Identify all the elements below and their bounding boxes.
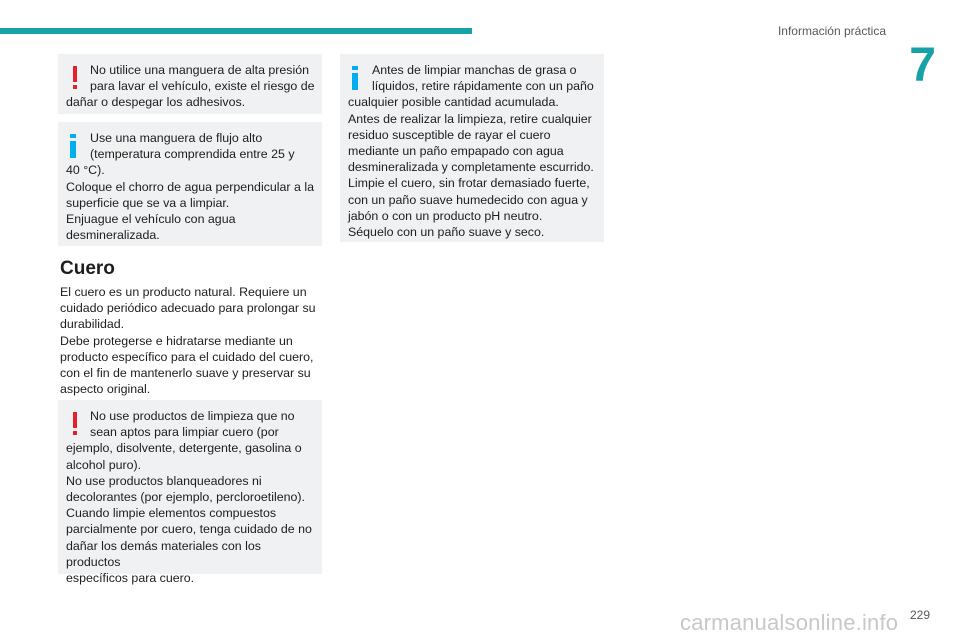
info-line: superficie que se va a limpiar. <box>66 195 230 210</box>
warning-line: decolorantes (por ejemplo, percloroetileno). <box>66 490 305 505</box>
info-line: Coloque el chorro de agua perpendicular a la <box>66 179 314 194</box>
warning-icon <box>70 64 80 92</box>
info-box-hose <box>58 122 322 246</box>
paragraph-line: durabilidad. <box>60 317 125 332</box>
warning-line: No utilice una manguera de alta presión <box>90 63 310 77</box>
info-line: mediante un paño empapado con agua <box>348 144 564 159</box>
info-line: residuo susceptible de rayar el cuero <box>348 127 551 142</box>
warning-line: No use productos blanqueadores ni <box>66 473 262 488</box>
info-line: con un paño suave humedecido con agua y <box>348 192 588 207</box>
warning-line: dañar o despegar los adhesivos. <box>66 95 246 110</box>
paragraph-line: El cuero es un producto natural. Requiere un <box>60 285 307 299</box>
info-icon <box>350 64 360 92</box>
info-line: 40 °C). <box>66 163 105 178</box>
leather-heading: Cuero <box>60 258 115 279</box>
warning-line: No use productos de limpieza que no <box>90 409 295 423</box>
info-line: desmineralizada y completamente escurrido. <box>348 160 594 175</box>
paragraph-line: aspecto original. <box>60 382 151 397</box>
paragraph-line: producto específico para el cuidado del cuero, <box>60 349 314 364</box>
chapter-number: 7 <box>909 39 936 92</box>
info-line: Limpie el cuero, sin frotar demasiado fuerte, <box>348 176 590 191</box>
info-box-grease-stains <box>340 54 604 242</box>
warning-line: específicos para cuero. <box>66 571 195 586</box>
info-line: líquidos, retire rápidamente con un paño <box>372 79 594 94</box>
info-line: cualquier posible cantidad acumulada. <box>348 95 559 110</box>
warning-box-high-pressure <box>58 54 322 114</box>
warning-line: para lavar el vehículo, existe el riesgo de <box>90 79 315 94</box>
warning-line: dañar los demás materiales con los productos <box>66 538 261 569</box>
paragraph-line: Debe protegerse e hidratarse mediante un <box>60 333 293 348</box>
info-line: Antes de limpiar manchas de grasa o <box>372 63 577 77</box>
watermark: carmanualsonline.info <box>680 610 899 635</box>
paragraph-line: con el fin de mantenerlo suave y preservar su <box>60 366 311 381</box>
warning-line: ejemplo, disolvente, detergente, gasolina o <box>66 441 302 456</box>
info-line: Séquelo con un paño suave y seco. <box>348 225 545 240</box>
section-title: Información práctica <box>777 24 886 38</box>
info-line: Use una manguera de flujo alto <box>90 131 263 145</box>
info-icon <box>68 132 78 160</box>
warning-line: alcohol puro). <box>66 457 142 472</box>
info-line: jabón o con un producto pH neutro. <box>348 208 543 223</box>
header-accent-bar <box>0 28 472 34</box>
info-line: Antes de realizar la limpieza, retire cualquier <box>348 111 592 126</box>
info-line: Enjuague el vehículo con agua <box>66 212 236 227</box>
leather-paragraph <box>60 284 330 397</box>
paragraph-line: cuidado periódico adecuado para prolongar su <box>60 301 316 316</box>
page-number: 229 <box>909 608 930 622</box>
warning-line: sean aptos para limpiar cuero (por <box>90 425 279 440</box>
info-line: desmineralizada. <box>66 228 160 243</box>
info-line: (temperatura comprendida entre 25 y <box>90 147 295 162</box>
warning-line: Cuando limpie elementos compuestos <box>66 506 277 521</box>
warning-line: parcialmente por cuero, tenga cuidado de no <box>66 522 312 537</box>
warning-box-cleaning-products <box>58 400 322 586</box>
warning-icon <box>70 410 80 438</box>
